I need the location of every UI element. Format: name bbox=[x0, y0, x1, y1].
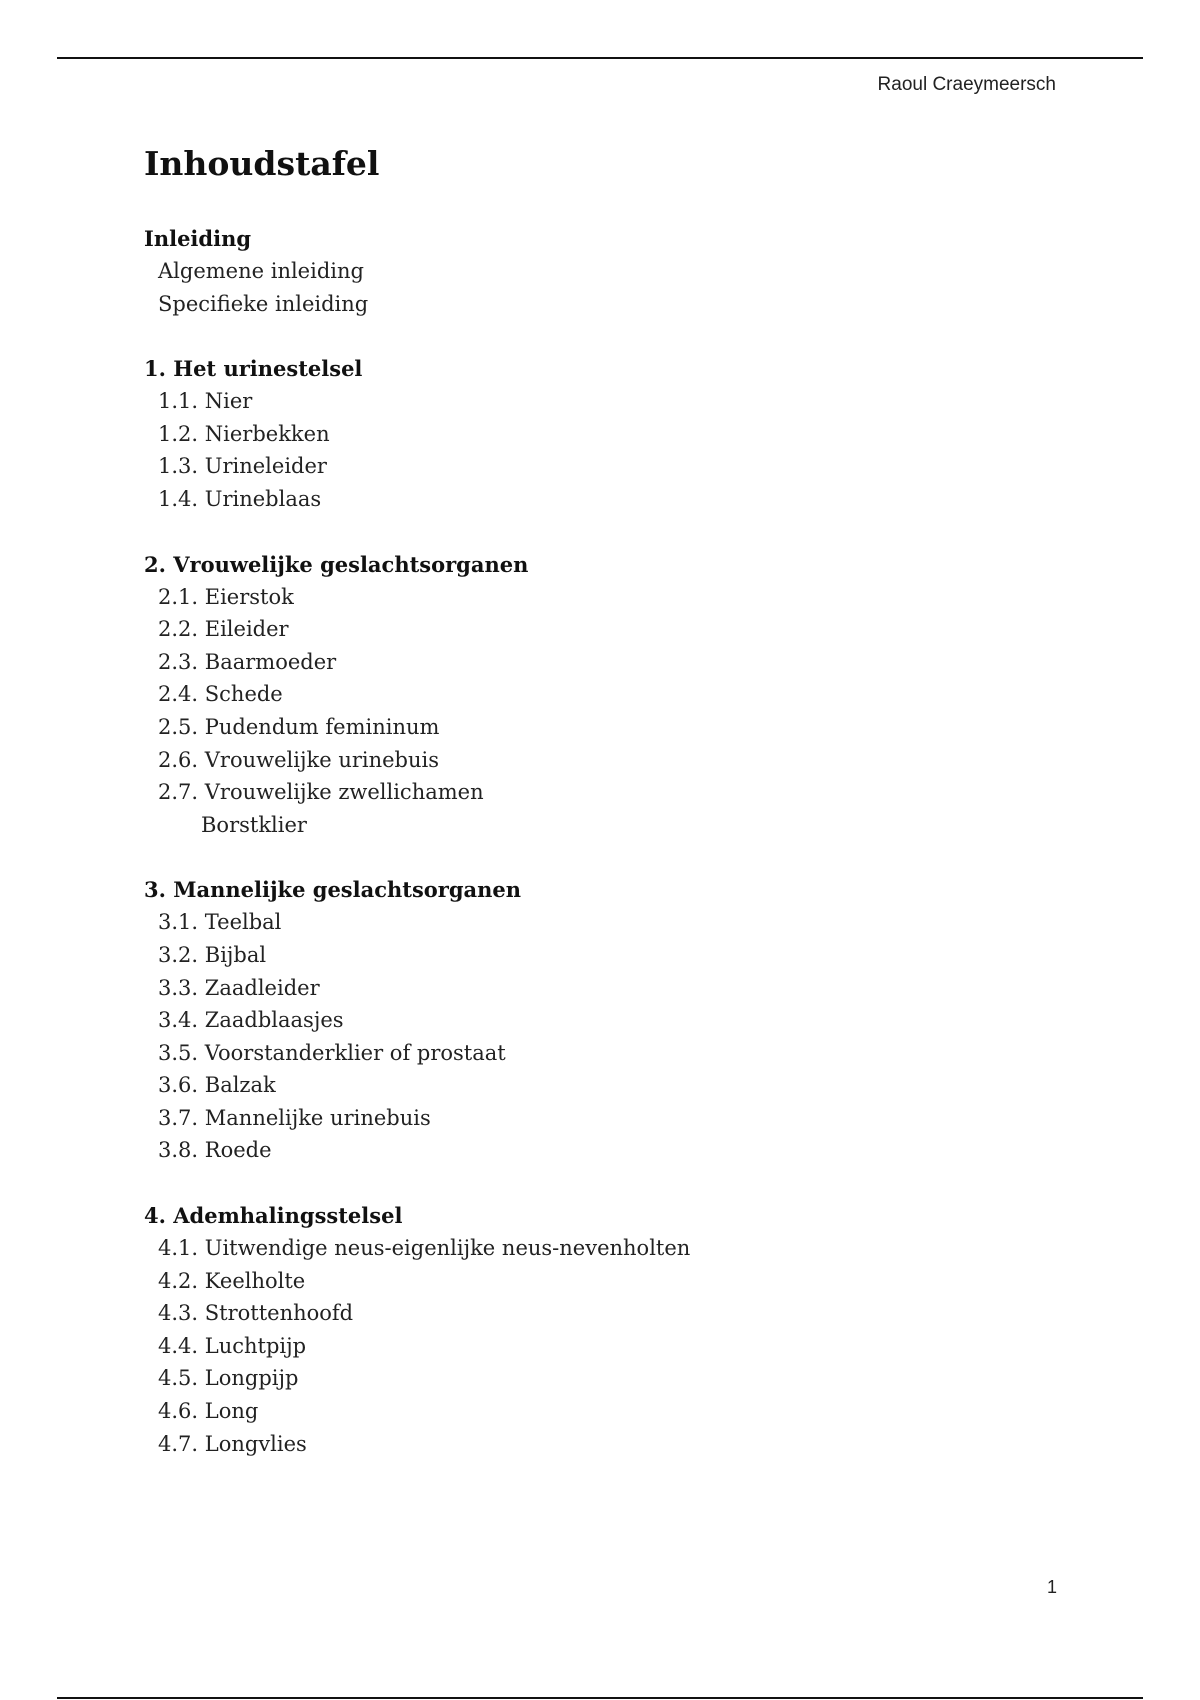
toc-entry[interactable] bbox=[144, 1330, 1044, 1363]
toc-entry[interactable] bbox=[144, 939, 1044, 972]
toc-section-heading[interactable]: Inleiding bbox=[144, 226, 252, 251]
toc-entry-label: Keelholte bbox=[204, 1268, 306, 1293]
toc-entry-label: Eileider bbox=[204, 617, 289, 642]
toc-entry-number: 1.3. bbox=[158, 454, 199, 479]
toc-entry[interactable] bbox=[144, 744, 1044, 777]
toc-entry[interactable] bbox=[144, 1297, 1044, 1330]
toc-entry-label: Zaadleider bbox=[204, 975, 320, 1000]
toc-entry[interactable] bbox=[144, 906, 1044, 939]
toc-entry[interactable] bbox=[144, 1134, 1044, 1167]
toc-entry-number: 1.2. bbox=[158, 421, 199, 446]
toc-entry[interactable] bbox=[144, 1004, 1044, 1037]
toc-entry[interactable] bbox=[144, 450, 1044, 483]
page-title: Inhoudstafel bbox=[144, 144, 380, 183]
toc-entry[interactable] bbox=[144, 1102, 1044, 1135]
toc-section-heading[interactable]: 4. Ademhalingsstelsel bbox=[144, 1203, 403, 1229]
toc-entry-number: 2.2. bbox=[158, 617, 199, 642]
toc-section-heading[interactable]: 1. Het urinestelsel bbox=[144, 356, 363, 382]
toc-entry-number: 4.3. bbox=[158, 1301, 199, 1326]
toc-entry-label: Borstklier bbox=[201, 812, 307, 837]
toc-entry-label: Vrouwelijke zwellichamen bbox=[204, 780, 484, 805]
header-author: Raoul Craeymeersch bbox=[877, 74, 1056, 95]
header-rule bbox=[57, 57, 1143, 59]
toc-entry-label: Bijbal bbox=[204, 942, 267, 967]
toc-entry[interactable] bbox=[144, 1362, 1044, 1395]
toc-entry[interactable] bbox=[144, 1428, 1044, 1461]
toc-entry[interactable] bbox=[144, 288, 1044, 321]
toc-section bbox=[144, 548, 1044, 842]
toc-entry[interactable] bbox=[144, 418, 1044, 451]
toc-entry-label: Nierbekken bbox=[204, 421, 330, 446]
toc-entry-label: Balzak bbox=[204, 1073, 276, 1098]
toc-entry-number: 4.7. bbox=[158, 1431, 199, 1456]
toc-entry-label: Nier bbox=[204, 389, 253, 414]
toc-entry[interactable] bbox=[144, 1232, 1044, 1265]
toc-entry-number: 3.5. bbox=[158, 1040, 199, 1065]
toc-entry-label: Urineblaas bbox=[204, 486, 322, 511]
toc-entry-number: 3.8. bbox=[158, 1138, 199, 1163]
toc-entry[interactable] bbox=[144, 483, 1044, 516]
toc-entry-label: Mannelijke urinebuis bbox=[204, 1105, 431, 1130]
toc-section-heading[interactable]: 2. Vrouwelijke geslachtsorganen bbox=[144, 551, 529, 577]
toc-entry-label: Baarmoeder bbox=[204, 649, 337, 674]
toc-entry-label: Pudendum femininum bbox=[204, 714, 440, 739]
toc-entry-label: Zaadblaasjes bbox=[204, 1008, 344, 1033]
page-number: 1 bbox=[1046, 1577, 1057, 1597]
toc-entry[interactable] bbox=[144, 1069, 1044, 1102]
toc-entry-number: 4.4. bbox=[158, 1333, 199, 1358]
toc-entry-label: Teelbal bbox=[204, 910, 282, 935]
toc-entry-label: Longpijp bbox=[204, 1366, 299, 1391]
toc-entry-number: 4.2. bbox=[158, 1268, 199, 1293]
toc-entry-number: 4.5. bbox=[158, 1366, 199, 1391]
toc-entry-number: 4.6. bbox=[158, 1399, 199, 1424]
toc-entry-number: 2.3. bbox=[158, 649, 199, 674]
toc-entry[interactable] bbox=[144, 255, 1044, 288]
toc-entry[interactable] bbox=[144, 972, 1044, 1005]
toc-entry-label: Eierstok bbox=[204, 584, 294, 609]
toc-entry-label: Voorstanderklier of prostaat bbox=[204, 1040, 506, 1065]
toc-section bbox=[144, 1199, 1044, 1460]
table-of-contents bbox=[144, 222, 1044, 1492]
toc-entry-number: 3.6. bbox=[158, 1073, 199, 1098]
toc-entry[interactable] bbox=[144, 646, 1044, 679]
toc-section bbox=[144, 873, 1044, 1167]
toc-entry-number: 2.6. bbox=[158, 747, 199, 772]
toc-entry-number: 2.4. bbox=[158, 682, 199, 707]
toc-entry-label: Schede bbox=[204, 682, 283, 707]
toc-entry[interactable] bbox=[144, 1037, 1044, 1070]
toc-entry[interactable] bbox=[144, 581, 1044, 614]
toc-entry[interactable] bbox=[144, 809, 1044, 842]
toc-section bbox=[144, 222, 1044, 320]
toc-entry-number: 3.1. bbox=[158, 910, 199, 935]
toc-entry-label: Vrouwelijke urinebuis bbox=[204, 747, 440, 772]
toc-entry-label: Algemene inleiding bbox=[158, 259, 364, 283]
toc-entry-number: 2.1. bbox=[158, 584, 199, 609]
toc-entry-label: Specifieke inleiding bbox=[158, 291, 369, 316]
toc-entry-label: Urineleider bbox=[204, 454, 327, 479]
toc-entry-label: Strottenhoofd bbox=[204, 1301, 354, 1326]
toc-entry[interactable] bbox=[144, 1395, 1044, 1428]
toc-entry-number: 1.4. bbox=[158, 486, 199, 511]
toc-entry[interactable] bbox=[144, 385, 1044, 418]
toc-entry-number: 1.1. bbox=[158, 389, 199, 414]
toc-entry-number: 3.3. bbox=[158, 975, 199, 1000]
toc-entry[interactable] bbox=[144, 1265, 1044, 1298]
toc-entry-number: 2.7. bbox=[158, 780, 199, 805]
toc-entry-label: Long bbox=[204, 1399, 259, 1424]
toc-entry-number: 4.1. bbox=[158, 1236, 199, 1261]
toc-entry[interactable] bbox=[144, 613, 1044, 646]
toc-entry-number: 3.2. bbox=[158, 942, 199, 967]
footer-rule bbox=[57, 1697, 1143, 1699]
toc-section-heading[interactable]: 3. Mannelijke geslachtsorganen bbox=[144, 877, 522, 903]
toc-entry[interactable] bbox=[144, 711, 1044, 744]
toc-entry-label: Uitwendige neus-eigenlijke neus-nevenholten bbox=[204, 1236, 691, 1261]
toc-entry-label: Luchtpijp bbox=[204, 1333, 307, 1358]
toc-entry-label: Roede bbox=[204, 1138, 272, 1163]
toc-entry-number: 3.4. bbox=[158, 1008, 199, 1033]
toc-entry[interactable] bbox=[144, 776, 1044, 809]
toc-section bbox=[144, 352, 1044, 515]
toc-entry-number: 2.5. bbox=[158, 714, 199, 739]
toc-entry-number: 3.7. bbox=[158, 1105, 199, 1130]
toc-entry-label: Longvlies bbox=[204, 1431, 307, 1456]
toc-entry[interactable] bbox=[144, 678, 1044, 711]
